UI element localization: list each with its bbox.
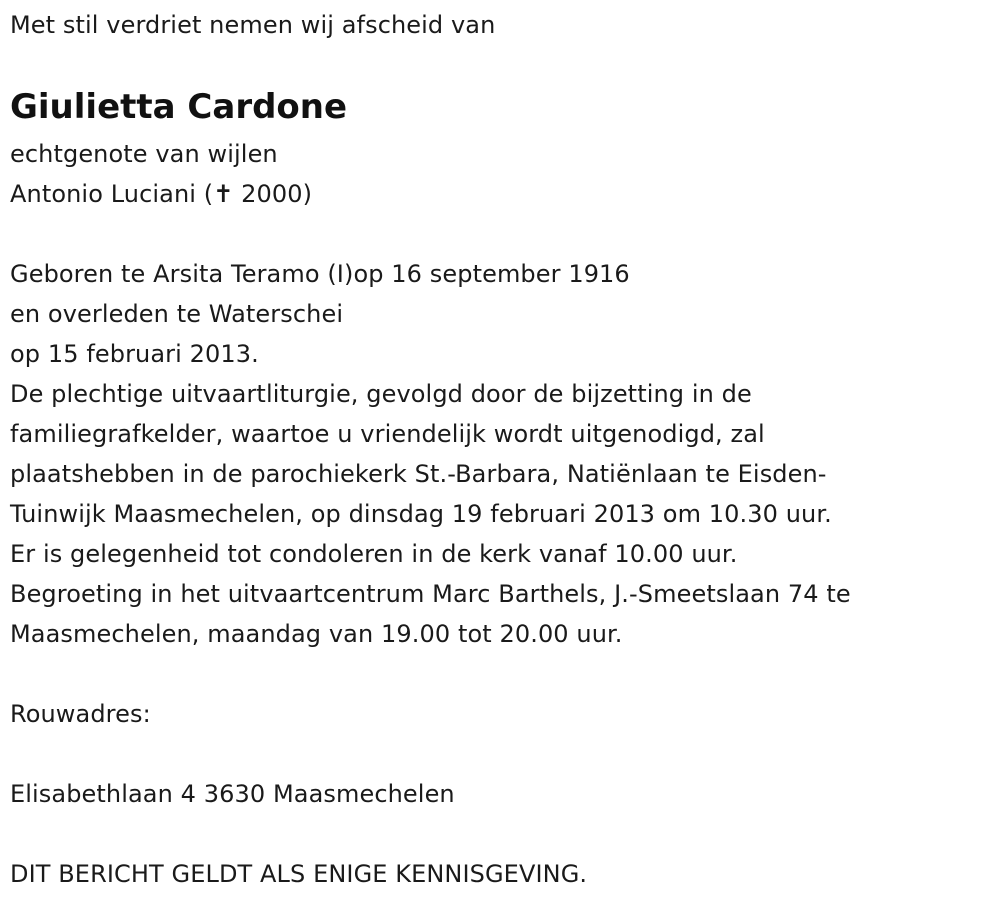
death-date-line: op 15 februari 2013. — [10, 340, 259, 368]
mourning-address: Elisabethlaan 4 3630 Maasmechelen — [10, 780, 455, 808]
ceremony-line: Tuinwijk Maasmechelen, op dinsdag 19 februari 2013 om 10.30 uur. — [10, 500, 832, 528]
death-place-line: en overleden te Waterschei — [10, 300, 344, 328]
notice-text: DIT BERICHT GELDT ALS ENIGE KENNISGEVING. — [10, 860, 588, 888]
ceremony-line: plaatshebben in de parochiekerk St.-Barbara, Natiënlaan te Eisden- — [10, 460, 827, 488]
ceremony-line: familiegrafkelder, waartoe u vriendelijk wordt uitgenodigd, zal — [10, 420, 765, 448]
ceremony-line: Begroeting in het uitvaartcentrum Marc Barthels, J.-Smeetslaan 74 te — [10, 580, 851, 608]
ceremony-line: De plechtige uitvaartliturgie, gevolgd door de bijzetting in de — [10, 380, 752, 408]
deceased-name: Giulietta Cardone — [10, 87, 348, 127]
spouse-line-2: Antonio Luciani (✝ 2000) — [10, 180, 313, 208]
birth-line: Geboren te Arsita Teramo (I)op 16 september 1916 — [10, 260, 630, 288]
ceremony-line: Er is gelegenheid tot condoleren in de kerk vanaf 10.00 uur. — [10, 540, 738, 568]
spouse-line-1: echtgenote van wijlen — [10, 140, 278, 168]
address-label: Rouwadres: — [10, 700, 151, 728]
intro-text: Met stil verdriet nemen wij afscheid van — [10, 11, 496, 39]
ceremony-line: Maasmechelen, maandag van 19.00 tot 20.00 uur. — [10, 620, 623, 648]
